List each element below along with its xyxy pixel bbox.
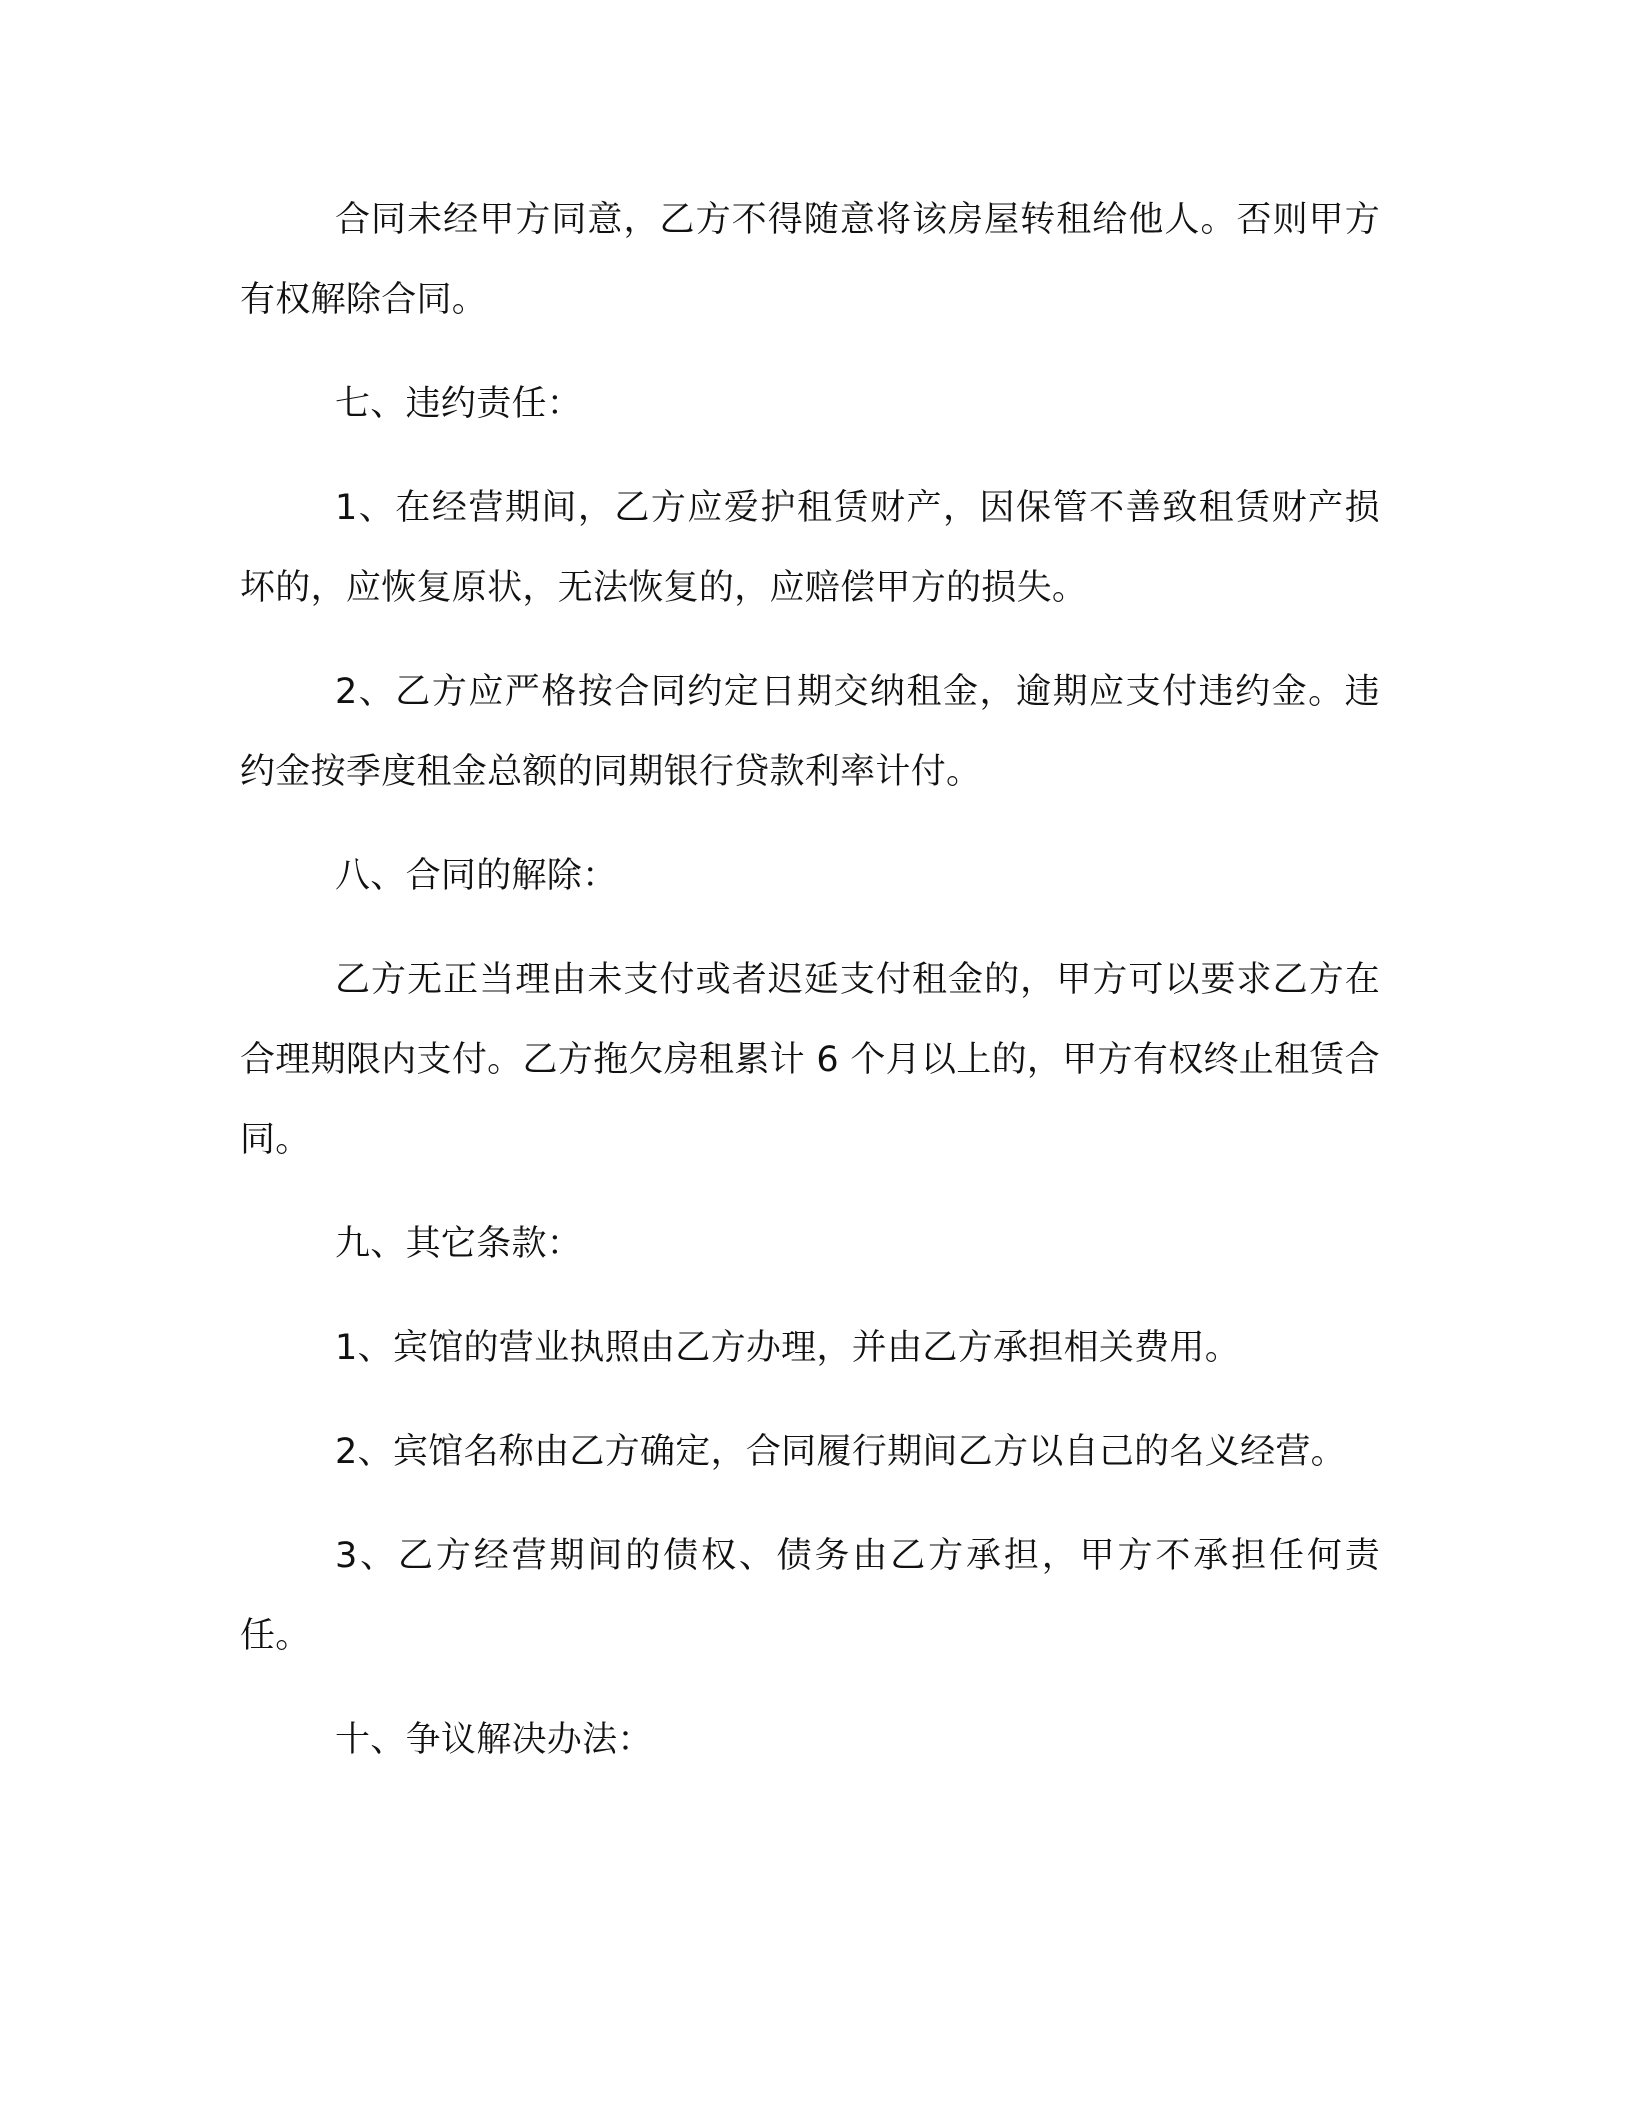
section-heading-other-terms: 九、其它条款： [335,1224,583,1264]
paragraph-other-item-1: 1、宾馆的营业执照由乙方办理，并由乙方承担相关费用。 [335,1328,1241,1368]
paragraph-other-item-3: 3、乙方经营期间的债权、债务由乙方承担，甲方不承担任何责任。 [240,1536,1380,1656]
paragraph-breach-item-1: 1、在经营期间，乙方应爱护租赁财产，因保管不善致租赁财产损坏的，应恢复原状，无法恢复的，应赔偿甲方的损失。 [240,488,1380,608]
document-body [240,180,1380,1804]
paragraph-other-item-2: 2、宾馆名称由乙方确定，合同履行期间乙方以自己的名义经营。 [335,1432,1346,1472]
paragraph-termination-terms: 乙方无正当理由未支付或者迟延支付租金的，甲方可以要求乙方在合理期限内支付。乙方拖欠房租累计 6 个月以上的，甲方有权终止租赁合同。 [240,960,1380,1160]
paragraph-sublease-clause: 合同未经甲方同意，乙方不得随意将该房屋转租给他人。否则甲方有权解除合同。 [240,200,1380,320]
section-heading-breach-liability: 七、违约责任： [335,384,583,424]
section-heading-dispute-resolution: 十、争议解决办法： [335,1720,653,1760]
section-heading-contract-termination: 八、合同的解除： [335,856,618,896]
paragraph-breach-item-2: 2、乙方应严格按合同约定日期交纳租金，逾期应支付违约金。违约金按季度租金总额的同期银行贷款利率计付。 [240,672,1380,792]
